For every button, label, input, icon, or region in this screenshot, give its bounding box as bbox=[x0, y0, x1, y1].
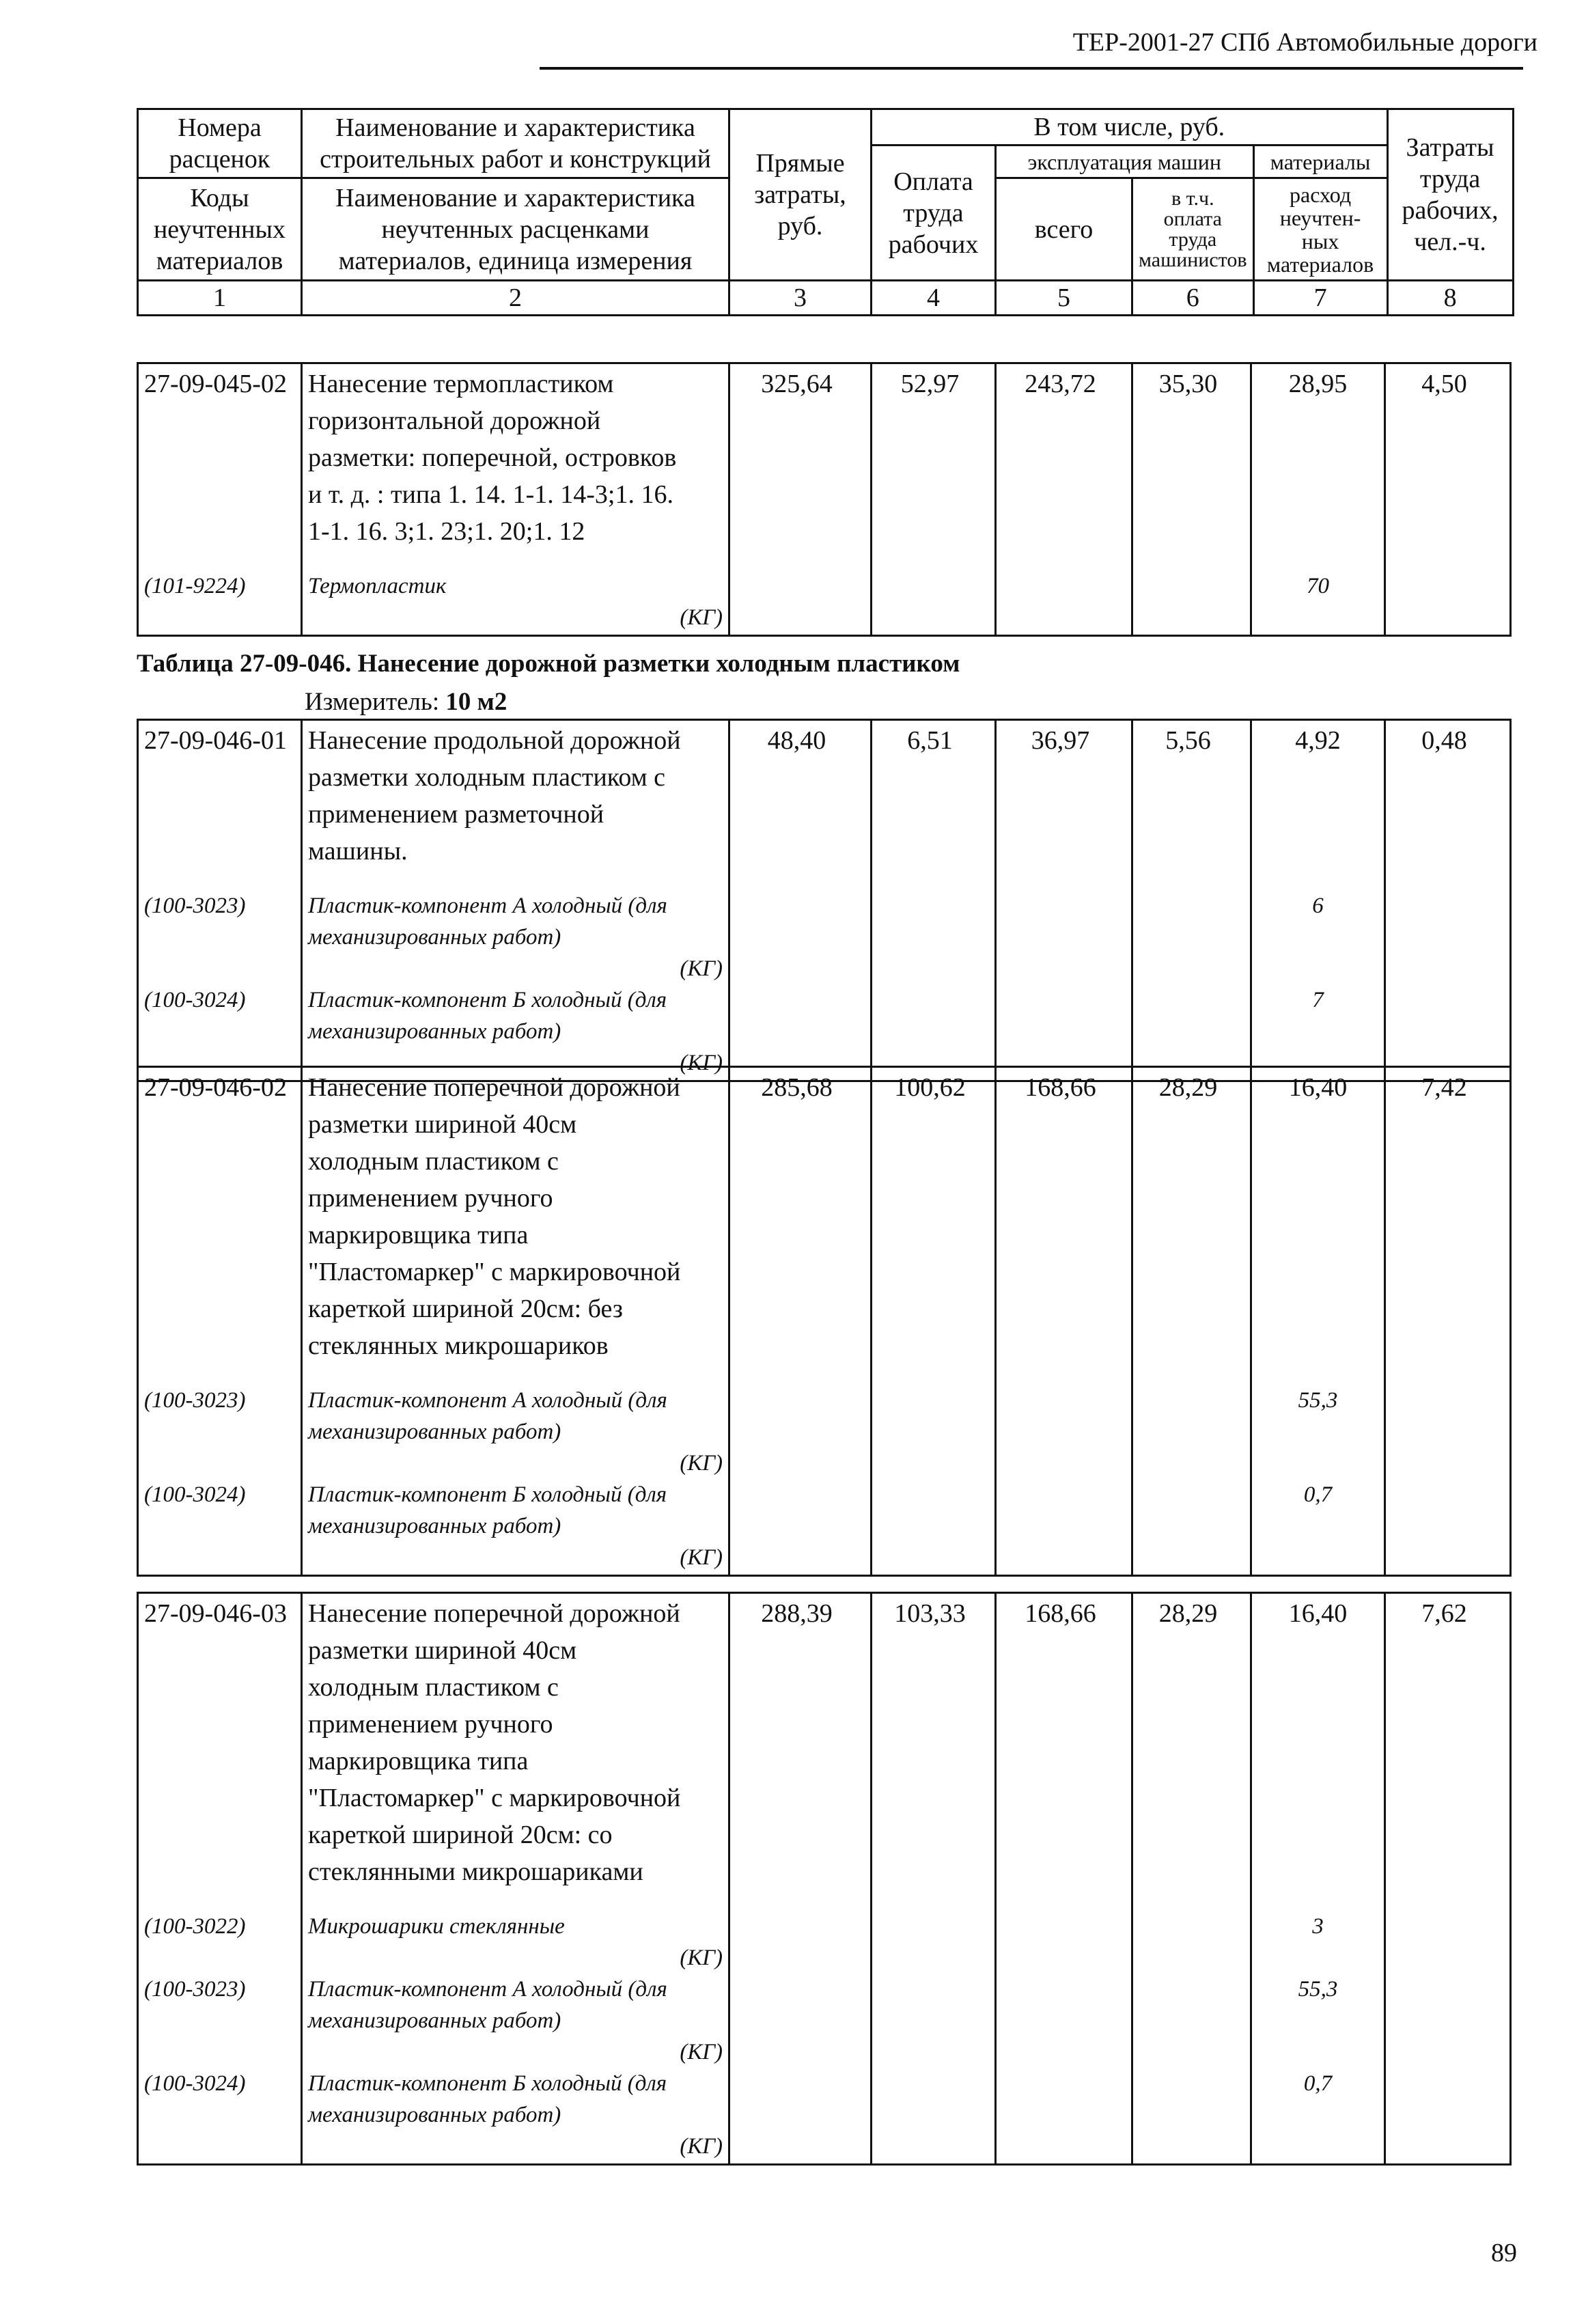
column-header-table bbox=[137, 108, 1514, 316]
machinists-pay-value: 35,30 bbox=[1158, 370, 1218, 398]
unit-kg: (КГ) bbox=[680, 2134, 723, 2159]
rate-name-line: разметки: поперечной, островков bbox=[308, 443, 677, 472]
hdr-material-usage: расход неучтен- ных материалов bbox=[1253, 178, 1387, 281]
material-quantity: 70 bbox=[1307, 574, 1329, 598]
hdr-work-name: Наименование и характеристика строительных работ и конструкций bbox=[302, 109, 729, 178]
page-number: 89 bbox=[1491, 2239, 1517, 2267]
material-code: (101-9224) bbox=[144, 574, 246, 598]
rate-name-cell bbox=[302, 720, 729, 1081]
table-row bbox=[138, 1067, 1511, 1576]
labor-hours-value: 7,62 bbox=[1421, 1599, 1467, 1628]
machinists-pay-value: 28,29 bbox=[1158, 1073, 1218, 1102]
col-number: 3 bbox=[729, 281, 872, 316]
machines-total-value: 243,72 bbox=[1025, 370, 1096, 398]
rate-name-line: применением разметочной bbox=[308, 800, 604, 829]
machines-total-value: 168,66 bbox=[1025, 1073, 1096, 1102]
hdr-material-codes: Коды неучтенных материалов bbox=[138, 178, 302, 281]
rate-name-line: 1-1. 16. 3;1. 23;1. 20;1. 12 bbox=[308, 517, 585, 546]
rate-code: 27-09-046-01 bbox=[144, 726, 287, 755]
col-number: 2 bbox=[302, 281, 729, 316]
meter: Измеритель: 10 м2 bbox=[305, 688, 507, 716]
materials-cost: 28,95 bbox=[1288, 370, 1348, 398]
material-quantity: 3 bbox=[1312, 1914, 1324, 1939]
table-row bbox=[138, 720, 1511, 1081]
rate-name-line: кареткой шириной 20см: без bbox=[308, 1295, 623, 1323]
rate-code: 27-09-046-03 bbox=[144, 1599, 287, 1628]
unit-kg: (КГ) bbox=[680, 956, 723, 981]
col-number: 7 bbox=[1253, 281, 1387, 316]
hdr-materials: материалы bbox=[1253, 146, 1387, 178]
labor-pay bbox=[872, 363, 996, 636]
material-quantity: 0,7 bbox=[1303, 1482, 1333, 1507]
col-number: 5 bbox=[996, 281, 1132, 316]
unit-kg: (КГ) bbox=[680, 1451, 723, 1476]
col-number: 1 bbox=[138, 281, 302, 316]
rate-name-cell bbox=[302, 1067, 729, 1576]
rate-name-line: Нанесение поперечной дорожной bbox=[308, 1599, 680, 1628]
material-name-line: Термопластик bbox=[308, 574, 447, 598]
direct-costs bbox=[729, 1067, 872, 1576]
material-name-line: механизированных работ) bbox=[308, 2008, 561, 2033]
hdr-rate-number: Номера расценок bbox=[138, 109, 302, 178]
unit-kg: (КГ) bbox=[680, 1545, 723, 1570]
header-rule bbox=[540, 67, 1523, 70]
material-name-line: Микрошарики стеклянные bbox=[308, 1914, 565, 1939]
hdr-direct-costs: Прямые затраты, руб. bbox=[729, 109, 872, 281]
material-name-line: Пластик-компонент А холодный (для bbox=[308, 1388, 667, 1413]
material-quantity: 55,3 bbox=[1298, 1388, 1338, 1413]
unit-kg: (КГ) bbox=[680, 2040, 723, 2064]
rate-code-cell bbox=[138, 720, 302, 1081]
material-name-line: механизированных работ) bbox=[308, 1514, 561, 1538]
machines-total bbox=[996, 720, 1132, 1081]
machinists-pay-value: 28,29 bbox=[1158, 1599, 1218, 1628]
table-row bbox=[138, 1593, 1511, 2165]
rate-table bbox=[137, 1592, 1512, 2166]
machines-total bbox=[996, 1593, 1132, 2165]
direct-costs bbox=[729, 363, 872, 636]
table-row bbox=[138, 363, 1511, 636]
labor-hours-value: 4,50 bbox=[1421, 370, 1467, 398]
rate-name-line: машины. bbox=[308, 837, 408, 866]
materials-cost: 16,40 bbox=[1288, 1599, 1348, 1628]
rate-code-cell bbox=[138, 363, 302, 636]
machines-total-value: 168,66 bbox=[1025, 1599, 1096, 1628]
material-code: (100-3024) bbox=[144, 1482, 246, 1507]
machinists-pay bbox=[1132, 720, 1251, 1081]
labor-hours bbox=[1385, 1067, 1511, 1576]
material-quantity: 6 bbox=[1312, 894, 1324, 918]
materials-cost: 16,40 bbox=[1288, 1073, 1348, 1102]
material-code: (100-3023) bbox=[144, 1977, 246, 2002]
material-name-line: Пластик-компонент Б холодный (для bbox=[308, 988, 667, 1012]
hdr-labor-hours: Затраты труда рабочих, чел.-ч. bbox=[1387, 109, 1513, 281]
unit-kg: (КГ) bbox=[680, 1946, 723, 1970]
machinists-pay bbox=[1132, 363, 1251, 636]
labor-pay-value: 103,33 bbox=[894, 1599, 966, 1628]
rate-code: 27-09-046-02 bbox=[144, 1073, 287, 1102]
machinists-pay bbox=[1132, 1593, 1251, 2165]
col-number: 8 bbox=[1387, 281, 1513, 316]
machines-total bbox=[996, 363, 1132, 636]
direct-costs-value: 48,40 bbox=[767, 726, 826, 755]
rate-name-line: "Пластомаркер" с маркировочной bbox=[308, 1784, 681, 1812]
rate-block-27-09-045-02 bbox=[137, 362, 1512, 637]
material-quantity: 55,3 bbox=[1298, 1977, 1338, 2002]
rate-code-cell bbox=[138, 1593, 302, 2165]
material-name-line: механизированных работ) bbox=[308, 2103, 561, 2127]
rate-name-line: применением ручного bbox=[308, 1184, 553, 1213]
hdr-material-names: Наименование и характеристика неучтенных расценками материалов, единица измерения bbox=[302, 178, 729, 281]
labor-hours bbox=[1385, 363, 1511, 636]
direct-costs bbox=[729, 720, 872, 1081]
hdr-machinists: в т.ч. оплата труда машинистов bbox=[1132, 178, 1254, 281]
rate-table bbox=[137, 1066, 1512, 1577]
rate-name-cell bbox=[302, 363, 729, 636]
hdr-machines-total: всего bbox=[996, 178, 1132, 281]
material-code: (100-3024) bbox=[144, 2071, 246, 2096]
rate-name-line: холодным пластиком с bbox=[308, 1673, 559, 1702]
machines-total-value: 36,97 bbox=[1031, 726, 1090, 755]
material-usage-cell bbox=[1251, 1067, 1385, 1576]
direct-costs bbox=[729, 1593, 872, 2165]
rate-block-27-09-046-02 bbox=[137, 1066, 1512, 1577]
labor-pay-value: 52,97 bbox=[900, 370, 960, 398]
material-code: (100-3022) bbox=[144, 1914, 246, 1939]
labor-pay bbox=[872, 720, 996, 1081]
rate-name-line: стеклянными микрошариками bbox=[308, 1857, 643, 1886]
labor-pay-value: 6,51 bbox=[907, 726, 953, 755]
running-header: ТЕР-2001-27 СПб Автомобильные дороги bbox=[1072, 28, 1537, 57]
rate-block-27-09-046-03 bbox=[137, 1592, 1512, 2166]
material-usage-cell bbox=[1251, 363, 1385, 636]
rate-table bbox=[137, 719, 1512, 1082]
rate-name-line: маркировщика типа bbox=[308, 1221, 529, 1249]
rate-name-line: "Пластомаркер" с маркировочной bbox=[308, 1258, 681, 1286]
hdr-group: В том числе, руб. bbox=[872, 109, 1388, 146]
hdr-labor-pay: Оплата труда рабочих bbox=[872, 146, 996, 281]
rate-name-line: кареткой шириной 20см: со bbox=[308, 1821, 613, 1849]
material-name-line: механизированных работ) bbox=[308, 925, 561, 950]
material-name-line: Пластик-компонент Б холодный (для bbox=[308, 2071, 667, 2096]
material-name-line: механизированных работ) bbox=[308, 1420, 561, 1444]
unit-kg: (КГ) bbox=[680, 605, 723, 630]
machines-total bbox=[996, 1067, 1132, 1576]
rate-name-line: Нанесение поперечной дорожной bbox=[308, 1073, 680, 1102]
material-name-line: механизированных работ) bbox=[308, 1019, 561, 1044]
materials-cost: 4,92 bbox=[1295, 726, 1341, 755]
labor-pay-value: 100,62 bbox=[894, 1073, 966, 1102]
rate-name-line: и т. д. : типа 1. 14. 1-1. 14-3;1. 16. bbox=[308, 480, 673, 509]
labor-pay bbox=[872, 1593, 996, 2165]
rate-name-line: горизонтальной дорожной bbox=[308, 406, 601, 435]
material-name-line: Пластик-компонент Б холодный (для bbox=[308, 1482, 667, 1507]
material-name-line: Пластик-компонент А холодный (для bbox=[308, 894, 667, 918]
hdr-machines: эксплуатация машин bbox=[996, 146, 1254, 178]
labor-hours bbox=[1385, 720, 1511, 1081]
rate-name-line: Нанесение термопластиком bbox=[308, 370, 614, 398]
machinists-pay-value: 5,56 bbox=[1165, 726, 1211, 755]
rate-name-line: разметки холодным пластиком с bbox=[308, 763, 666, 792]
material-code: (100-3023) bbox=[144, 1388, 246, 1413]
material-code: (100-3024) bbox=[144, 988, 246, 1012]
labor-pay bbox=[872, 1067, 996, 1576]
rate-block-27-09-046-01 bbox=[137, 719, 1512, 1082]
material-quantity: 0,7 bbox=[1303, 2071, 1333, 2096]
material-usage-cell bbox=[1251, 1593, 1385, 2165]
material-usage-cell bbox=[1251, 720, 1385, 1081]
rate-code: 27-09-045-02 bbox=[144, 370, 287, 398]
material-quantity: 7 bbox=[1312, 988, 1324, 1012]
unit-kg: (КГ) bbox=[680, 1051, 723, 1075]
direct-costs-value: 288,39 bbox=[761, 1599, 833, 1628]
labor-hours bbox=[1385, 1593, 1511, 2165]
rate-name-line: разметки шириной 40см bbox=[308, 1110, 577, 1139]
material-code: (100-3023) bbox=[144, 894, 246, 918]
direct-costs-value: 325,64 bbox=[761, 370, 833, 398]
rate-name-line: разметки шириной 40см bbox=[308, 1636, 577, 1665]
machinists-pay bbox=[1132, 1067, 1251, 1576]
rate-table bbox=[137, 362, 1512, 637]
col-number: 6 bbox=[1132, 281, 1254, 316]
labor-hours-value: 0,48 bbox=[1421, 726, 1467, 755]
rate-name-line: маркировщика типа bbox=[308, 1747, 529, 1775]
col-number: 4 bbox=[872, 281, 996, 316]
rate-name-line: холодным пластиком с bbox=[308, 1147, 559, 1176]
rate-name-line: стеклянных микрошариков bbox=[308, 1331, 609, 1360]
direct-costs-value: 285,68 bbox=[761, 1073, 833, 1102]
rate-name-cell bbox=[302, 1593, 729, 2165]
rate-name-line: Нанесение продольной дорожной bbox=[308, 726, 681, 755]
table-caption: Таблица 27-09-046. Нанесение дорожной разметки холодным пластиком bbox=[137, 650, 960, 678]
material-name-line: Пластик-компонент А холодный (для bbox=[308, 1977, 667, 2002]
rate-name-line: применением ручного bbox=[308, 1710, 553, 1739]
rate-code-cell bbox=[138, 1067, 302, 1576]
labor-hours-value: 7,42 bbox=[1421, 1073, 1467, 1102]
